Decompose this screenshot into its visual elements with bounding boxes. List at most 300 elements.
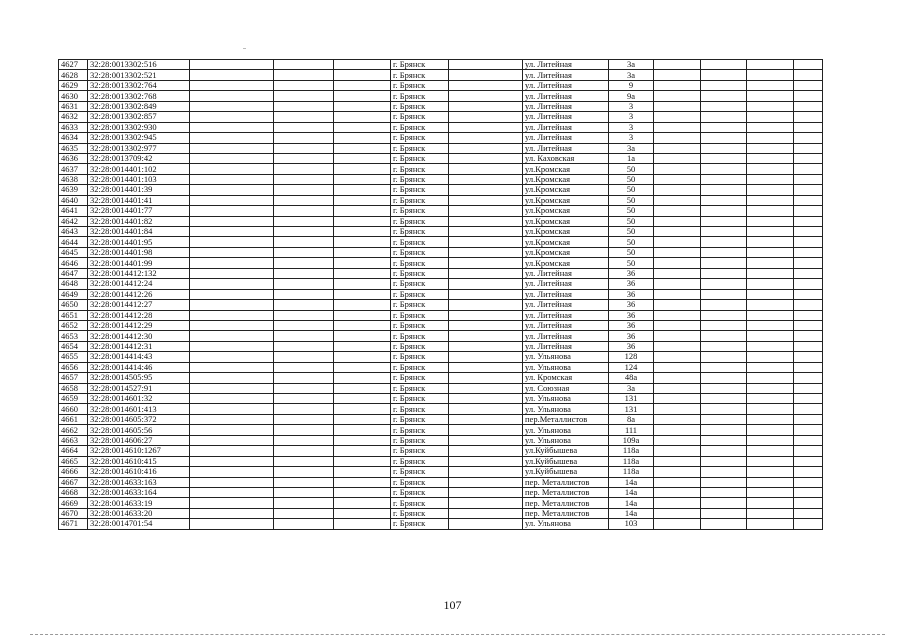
house-number-cell: 124 [609,362,654,372]
row-number: 4631 [59,101,88,111]
empty-cell [334,258,391,268]
empty-cell [190,467,274,477]
empty-cell [794,498,823,508]
empty-cell [190,320,274,330]
empty-cell [274,279,334,289]
empty-cell [190,341,274,351]
city-cell: г. Брянск [391,394,449,404]
empty-cell [747,331,794,341]
empty-cell [794,133,823,143]
empty-cell [449,164,523,174]
row-number: 4635 [59,143,88,153]
empty-cell [794,383,823,393]
empty-cell [274,122,334,132]
street-cell: пер. Металлистов [523,487,609,497]
empty-cell [794,446,823,456]
street-cell: ул. Литейная [523,122,609,132]
table-row [59,237,823,247]
empty-cell [701,70,747,80]
row-number: 4666 [59,467,88,477]
cadastral-number: 32:28:0014414:43 [88,352,190,362]
empty-cell [190,310,274,320]
house-number-cell: 50 [609,195,654,205]
street-cell: ул. Литейная [523,101,609,111]
row-number: 4654 [59,341,88,351]
empty-cell [190,414,274,424]
empty-cell [274,80,334,90]
empty-cell [334,435,391,445]
empty-cell [747,414,794,424]
street-cell: ул.Кромская [523,216,609,226]
row-number: 4630 [59,91,88,101]
table-row [59,112,823,122]
house-number-cell: 103 [609,519,654,529]
city-cell: г. Брянск [391,91,449,101]
table-row [59,206,823,216]
empty-cell [747,383,794,393]
house-number-cell: 1а [609,153,654,163]
table-row [59,268,823,278]
cadastral-number: 32:28:0014701:54 [88,519,190,529]
cadastral-number: 32:28:0013302:764 [88,80,190,90]
empty-cell [274,404,334,414]
row-number: 4655 [59,352,88,362]
empty-cell [334,289,391,299]
empty-cell [449,174,523,184]
empty-cell [794,331,823,341]
empty-cell [190,122,274,132]
empty-cell [794,352,823,362]
empty-cell [334,185,391,195]
empty-cell [190,289,274,299]
city-cell: г. Брянск [391,164,449,174]
empty-cell [701,435,747,445]
empty-cell [190,498,274,508]
street-cell: ул. Литейная [523,341,609,351]
empty-cell [654,435,701,445]
empty-cell [334,279,391,289]
street-cell: ул.Кромская [523,206,609,216]
empty-cell [747,394,794,404]
empty-cell [701,362,747,372]
house-number-cell: 50 [609,174,654,184]
cadastral-number: 32:28:0014412:29 [88,320,190,330]
city-cell: г. Брянск [391,446,449,456]
table-row [59,153,823,163]
empty-cell [274,519,334,529]
table-row [59,195,823,205]
house-number-cell: 36 [609,300,654,310]
cadastral-number: 32:28:0014401:102 [88,164,190,174]
city-cell: г. Брянск [391,456,449,466]
cadastral-number: 32:28:0014401:99 [88,258,190,268]
empty-cell [654,247,701,257]
empty-cell [274,268,334,278]
empty-cell [794,70,823,80]
city-cell: г. Брянск [391,487,449,497]
empty-cell [334,456,391,466]
empty-cell [794,195,823,205]
empty-cell [654,185,701,195]
empty-cell [654,164,701,174]
empty-cell [449,394,523,404]
empty-cell [449,446,523,456]
empty-cell [794,268,823,278]
row-number: 4671 [59,519,88,529]
cadastral-number: 32:28:0013302:768 [88,91,190,101]
empty-cell [190,268,274,278]
city-cell: г. Брянск [391,383,449,393]
empty-cell [794,91,823,101]
row-number: 4660 [59,404,88,414]
empty-cell [701,60,747,70]
empty-cell [701,373,747,383]
empty-cell [334,195,391,205]
empty-cell [449,310,523,320]
empty-cell [190,487,274,497]
street-cell: ул. Кромская [523,373,609,383]
cadastral-number: 32:28:0014401:77 [88,206,190,216]
empty-cell [654,477,701,487]
empty-cell [794,143,823,153]
empty-cell [747,91,794,101]
empty-cell [794,101,823,111]
city-cell: г. Брянск [391,477,449,487]
empty-cell [747,268,794,278]
city-cell: г. Брянск [391,352,449,362]
empty-cell [334,508,391,518]
empty-cell [701,425,747,435]
empty-cell [701,112,747,122]
table-row [59,122,823,132]
city-cell: г. Брянск [391,80,449,90]
empty-cell [449,122,523,132]
empty-cell [449,341,523,351]
empty-cell [449,456,523,466]
empty-cell [190,508,274,518]
empty-cell [334,60,391,70]
empty-cell [794,122,823,132]
empty-cell [747,404,794,414]
house-number-cell: 109а [609,435,654,445]
empty-cell [654,320,701,330]
street-cell: ул. Ульянова [523,519,609,529]
street-cell: ул.Куйбышева [523,467,609,477]
city-cell: г. Брянск [391,174,449,184]
empty-cell [449,435,523,445]
empty-cell [654,133,701,143]
cadastral-number: 32:28:0014401:95 [88,237,190,247]
empty-cell [701,247,747,257]
empty-cell [701,383,747,393]
cadastral-number: 32:28:0013302:849 [88,101,190,111]
empty-cell [334,414,391,424]
cadastral-number: 32:28:0013302:930 [88,122,190,132]
empty-cell [794,216,823,226]
empty-cell [334,373,391,383]
row-number: 4636 [59,153,88,163]
house-number-cell: 50 [609,227,654,237]
table-row [59,227,823,237]
scan-edge-line [30,634,885,635]
city-cell: г. Брянск [391,362,449,372]
empty-cell [274,425,334,435]
city-cell: г. Брянск [391,279,449,289]
house-number-cell: 3а [609,60,654,70]
row-number: 4648 [59,279,88,289]
empty-cell [701,237,747,247]
city-cell: г. Брянск [391,258,449,268]
empty-cell [449,268,523,278]
empty-cell [334,425,391,435]
empty-cell [449,143,523,153]
row-number: 4633 [59,122,88,132]
house-number-cell: 3а [609,70,654,80]
empty-cell [654,487,701,497]
cadastral-number: 32:28:0014412:26 [88,289,190,299]
cadastral-number: 32:28:0014610:1267 [88,446,190,456]
empty-cell [747,310,794,320]
house-number-cell: 3 [609,101,654,111]
empty-cell [701,467,747,477]
empty-cell [701,153,747,163]
table-row [59,279,823,289]
empty-cell [274,456,334,466]
street-cell: ул. Литейная [523,279,609,289]
house-number-cell: 14а [609,498,654,508]
table-row [59,164,823,174]
house-number-cell: 3 [609,133,654,143]
empty-cell [274,227,334,237]
empty-cell [190,383,274,393]
cadastral-number: 32:28:0014633:19 [88,498,190,508]
empty-cell [190,331,274,341]
empty-cell [701,206,747,216]
table-row [59,70,823,80]
city-cell: г. Брянск [391,237,449,247]
empty-cell [449,352,523,362]
empty-cell [190,279,274,289]
empty-cell [747,477,794,487]
cadastral-number: 32:28:0014401:39 [88,185,190,195]
empty-cell [334,268,391,278]
empty-cell [654,331,701,341]
empty-cell [794,425,823,435]
street-cell: ул.Кромская [523,164,609,174]
cadastral-number: 32:28:0013709:42 [88,153,190,163]
empty-cell [701,404,747,414]
empty-cell [654,519,701,529]
empty-cell [449,185,523,195]
empty-cell [190,101,274,111]
cadastral-number: 32:28:0014601:32 [88,394,190,404]
empty-cell [654,268,701,278]
empty-cell [701,122,747,132]
empty-cell [274,91,334,101]
empty-cell [449,404,523,414]
city-cell: г. Брянск [391,508,449,518]
empty-cell [701,133,747,143]
empty-cell [701,101,747,111]
empty-cell [274,331,334,341]
empty-cell [449,101,523,111]
house-number-cell: 50 [609,237,654,247]
cadastral-number: 32:28:0014633:20 [88,508,190,518]
empty-cell [654,425,701,435]
empty-cell [794,508,823,518]
street-cell: ул.Куйбышева [523,446,609,456]
row-number: 4646 [59,258,88,268]
empty-cell [274,101,334,111]
empty-cell [747,174,794,184]
empty-cell [747,300,794,310]
empty-cell [747,112,794,122]
table-row [59,467,823,477]
empty-cell [449,279,523,289]
city-cell: г. Брянск [391,414,449,424]
empty-cell [654,383,701,393]
house-number-cell: 36 [609,279,654,289]
empty-cell [190,80,274,90]
empty-cell [334,122,391,132]
empty-cell [274,216,334,226]
city-cell: г. Брянск [391,227,449,237]
empty-cell [274,498,334,508]
empty-cell [334,404,391,414]
empty-cell [334,143,391,153]
empty-cell [449,60,523,70]
empty-cell [794,289,823,299]
empty-cell [334,227,391,237]
empty-cell [449,320,523,330]
street-cell: ул. Каховская [523,153,609,163]
empty-cell [654,300,701,310]
empty-cell [794,320,823,330]
row-number: 4668 [59,487,88,497]
house-number-cell: 50 [609,247,654,257]
row-number: 4665 [59,456,88,466]
table-row [59,310,823,320]
house-number-cell: 118а [609,467,654,477]
house-number-cell: 50 [609,206,654,216]
table-row [59,446,823,456]
street-cell: ул. Литейная [523,91,609,101]
street-cell: ул. Ульянова [523,394,609,404]
empty-cell [747,80,794,90]
city-cell: г. Брянск [391,467,449,477]
city-cell: г. Брянск [391,133,449,143]
empty-cell [794,247,823,257]
empty-cell [274,467,334,477]
empty-cell [794,477,823,487]
empty-cell [274,174,334,184]
scan-mark [243,48,246,49]
empty-cell [449,91,523,101]
city-cell: г. Брянск [391,112,449,122]
table-row [59,425,823,435]
empty-cell [334,300,391,310]
row-number: 4663 [59,435,88,445]
empty-cell [449,112,523,122]
house-number-cell: 36 [609,310,654,320]
city-cell: г. Брянск [391,60,449,70]
house-number-cell: 50 [609,216,654,226]
table-row [59,414,823,424]
empty-cell [794,362,823,372]
empty-cell [654,91,701,101]
table-row [59,133,823,143]
row-number: 4652 [59,320,88,330]
street-cell: пер. Металлистов [523,508,609,518]
cadastral-number: 32:28:0014633:164 [88,487,190,497]
empty-cell [747,206,794,216]
city-cell: г. Брянск [391,216,449,226]
empty-cell [190,477,274,487]
empty-cell [701,498,747,508]
cadastral-number: 32:28:0014412:132 [88,268,190,278]
cadastral-number: 32:28:0014412:27 [88,300,190,310]
empty-cell [794,164,823,174]
empty-cell [747,373,794,383]
table-row [59,300,823,310]
table-row [59,487,823,497]
empty-cell [334,467,391,477]
empty-cell [747,133,794,143]
house-number-cell: 9а [609,91,654,101]
empty-cell [747,247,794,257]
empty-cell [334,487,391,497]
empty-cell [654,373,701,383]
empty-cell [334,320,391,330]
empty-cell [274,508,334,518]
empty-cell [654,216,701,226]
city-cell: г. Брянск [391,300,449,310]
house-number-cell: 48а [609,373,654,383]
empty-cell [274,153,334,163]
empty-cell [747,258,794,268]
empty-cell [701,258,747,268]
empty-cell [334,362,391,372]
cadastral-number: 32:28:0014606:27 [88,435,190,445]
empty-cell [654,498,701,508]
empty-cell [701,227,747,237]
empty-cell [701,174,747,184]
street-cell: ул. Литейная [523,133,609,143]
table-row [59,435,823,445]
row-number: 4662 [59,425,88,435]
street-cell: ул. Литейная [523,60,609,70]
empty-cell [701,143,747,153]
empty-cell [334,446,391,456]
empty-cell [794,435,823,445]
row-number: 4641 [59,206,88,216]
house-number-cell: 128 [609,352,654,362]
house-number-cell: 14а [609,477,654,487]
empty-cell [449,508,523,518]
table-row [59,247,823,257]
empty-cell [334,91,391,101]
empty-cell [794,185,823,195]
empty-cell [274,237,334,247]
empty-cell [794,414,823,424]
row-number: 4659 [59,394,88,404]
cadastral-number: 32:28:0014610:416 [88,467,190,477]
empty-cell [654,70,701,80]
empty-cell [274,70,334,80]
empty-cell [449,237,523,247]
empty-cell [747,185,794,195]
empty-cell [449,362,523,372]
